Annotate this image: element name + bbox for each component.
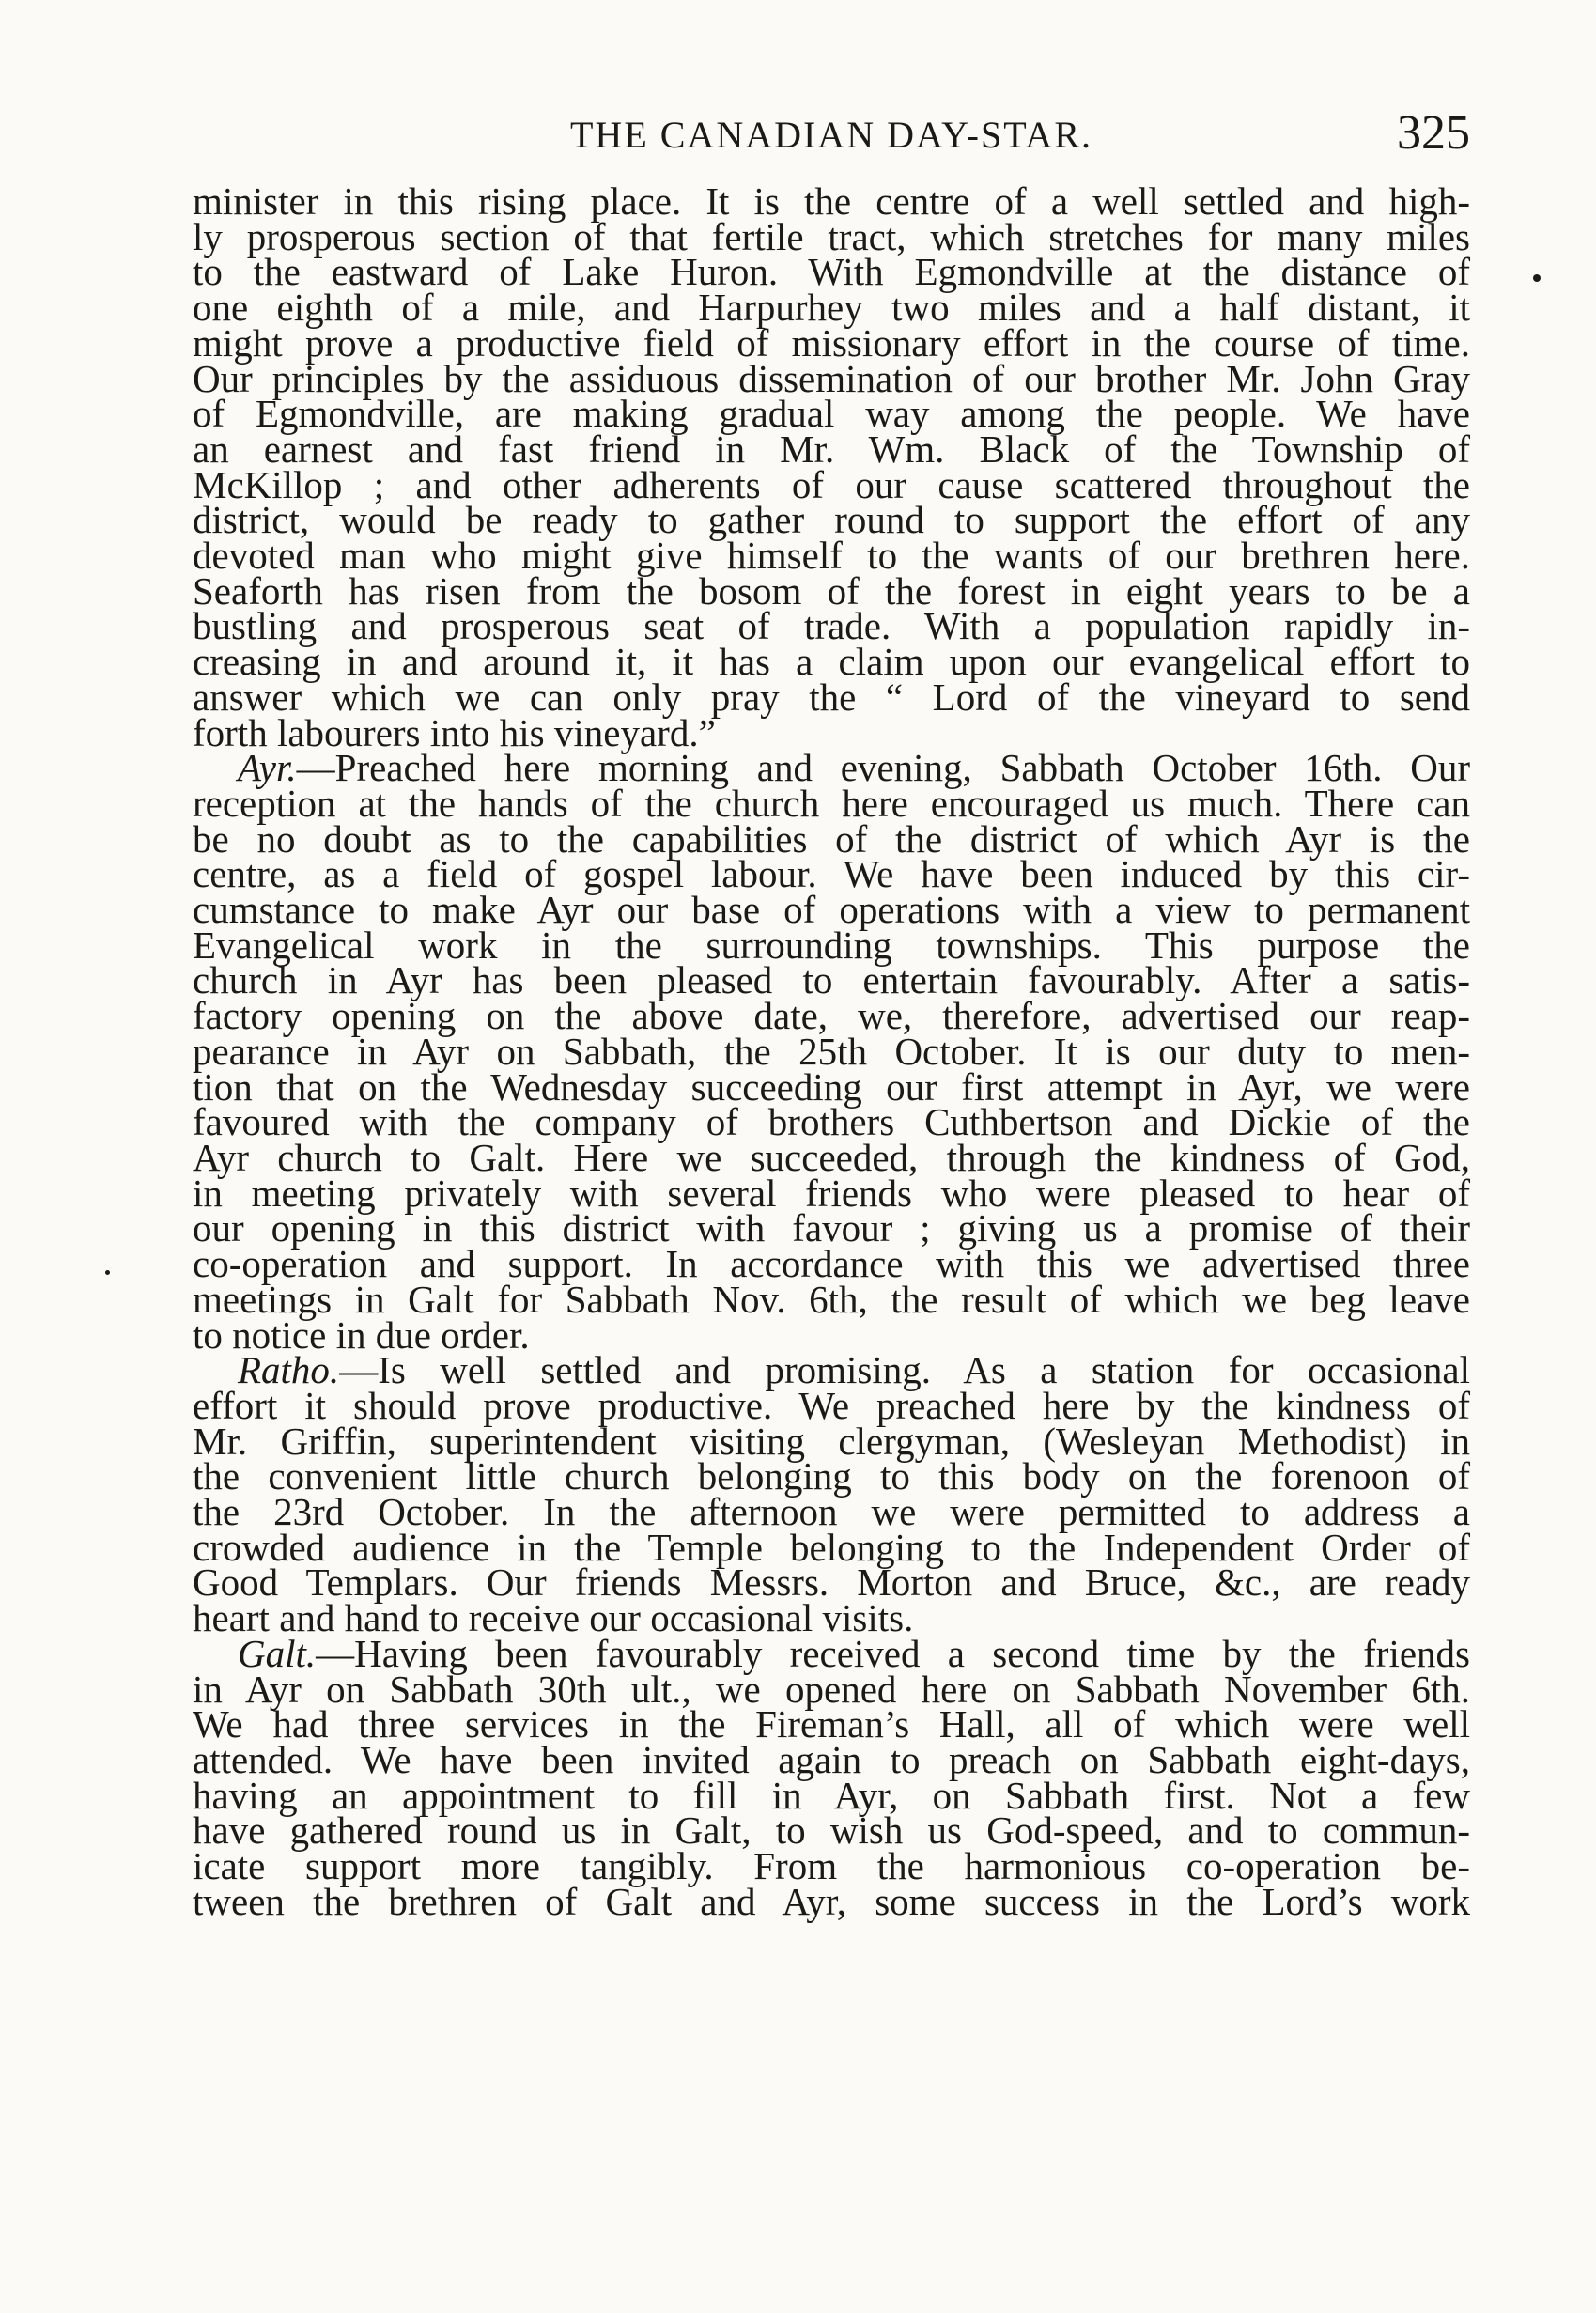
text-line: in meeting privately with several friends who were pleased to hear of [193, 1171, 1470, 1215]
text-line: might prove a productive field of missionary effort in the course of time. [193, 320, 1470, 365]
text-line: our opening in this district with favour ; giving us a promise of their [193, 1206, 1470, 1250]
text-run: —Is well settled and promising. As a station for occasional [339, 1348, 1470, 1392]
text-line: Good Templars. Our friends Messrs. Morton and Bruce, &c., are ready [193, 1560, 1470, 1605]
text-line: factory opening on the above date, we, therefore, advertised our reap- [193, 994, 1470, 1038]
text-line: having an appointment to fill in Ayr, on Sabbath first. Not a few [193, 1773, 1470, 1817]
text-line: Our principles by the assiduous dissemination of our brother Mr. John Gray [193, 356, 1470, 400]
text-line: Evangelical work in the surrounding townships. This purpose the [193, 923, 1470, 967]
text-line: attended. We have been invited again to preach on Sabbath eight-days, [193, 1737, 1470, 1781]
text-line: effort it should prove productive. We preached here by the kindness of [193, 1383, 1470, 1427]
text-line: tion that on the Wednesday succeeding our first attempt in Ayr, we were [193, 1064, 1470, 1109]
text-line: forth labourers into his vineyard.” [193, 710, 716, 754]
text-line: reception at the hands of the church here encouraged us much. There can [193, 781, 1470, 825]
text-line: Mr. Griffin, superintendent visiting clergyman, (Wesleyan Methodist) in [193, 1419, 1470, 1463]
page-number: 325 [1397, 106, 1470, 160]
paragraph-ayr [193, 746, 1470, 1357]
text-line: ly prosperous section of that fertile tract, which stretches for many miles [193, 214, 1470, 258]
text-line: favoured with the company of brothers Cuthbertson and Dickie of the [193, 1100, 1470, 1144]
text-line: heart and hand to receive our occasional visits. [193, 1596, 914, 1640]
text-line: in Ayr on Sabbath 30th ult., we opened here on Sabbath November 6th. [193, 1667, 1470, 1711]
text-run: —Having been favourably received a second time by the friends [316, 1631, 1470, 1675]
running-head [193, 105, 1470, 162]
text-line: McKillop ; and other adherents of our cause scattered throughout the [193, 462, 1470, 506]
text-line: the convenient little church belonging to this body on the forenoon of [193, 1454, 1470, 1498]
text-line: answer which we can only pray the “ Lord of the vineyard to send [193, 675, 1470, 719]
text-line: crowded audience in the Temple belonging to the Independent Order of [193, 1525, 1470, 1569]
text-line: centre, as a field of gospel labour. We have been induced by this cir- [193, 852, 1470, 896]
place-heading-galt: Galt. [238, 1631, 317, 1675]
running-title: THE CANADIAN DAY-STAR. [570, 114, 1092, 156]
text-line: the 23rd October. In the afternoon we were permitted to address a [193, 1490, 1470, 1534]
place-heading-ratho: Ratho. [238, 1348, 340, 1392]
text-line: We had three services in the Fireman’s Hall, all of which were well [193, 1702, 1470, 1746]
text-line: be no doubt as to the capabilities of the district of which Ayr is the [193, 816, 1470, 861]
text-line: tween the brethren of Galt and Ayr, some success in the Lord’s work [193, 1879, 1470, 1923]
text-line: icate support more tangibly. From the harmonious co-operation be- [193, 1844, 1470, 1888]
text-line: cumstance to make Ayr our base of operations with a view to permanent [193, 888, 1470, 932]
text-run: —Preached here morning and evening, Sabbath October 16th. Our [296, 746, 1470, 790]
text-line: have gathered round us in Galt, to wish us God-speed, and to commun- [193, 1808, 1470, 1853]
text-line [193, 1631, 1470, 1675]
text-line: church in Ayr has been pleased to entertain favourably. After a satis- [193, 958, 1470, 1002]
ink-speck [105, 1270, 110, 1275]
text-column [193, 179, 1470, 1923]
text-line: pearance in Ayr on Sabbath, the 25th October. It is our duty to men- [193, 1029, 1470, 1073]
text-line: co-operation and support. In accordance with this we advertised three [193, 1242, 1470, 1286]
place-heading-ayr: Ayr. [238, 746, 297, 790]
paragraph-galt [193, 1631, 1470, 1923]
ink-speck [1533, 274, 1541, 282]
text-line: bustling and prosperous seat of trade. With a population rapidly in- [193, 604, 1470, 648]
text-line: an earnest and fast friend in Mr. Wm. Black of the Township of [193, 427, 1470, 471]
text-line: devoted man who might give himself to the wants of our brethren here. [193, 534, 1470, 578]
paragraph-ratho [193, 1348, 1470, 1640]
text-line: Ayr church to Galt. Here we succeeded, through the kindness of God, [193, 1135, 1470, 1179]
text-line: Seaforth has risen from the bosom of the forest in eight years to be a [193, 568, 1470, 613]
text-line: minister in this rising place. It is the centre of a well settled and high- [193, 179, 1470, 223]
text-line: meetings in Galt for Sabbath Nov. 6th, the result of which we beg leave [193, 1277, 1470, 1321]
text-line: creasing in and around it, it has a claim upon our evangelical effort to [193, 640, 1470, 684]
text-line: to the eastward of Lake Huron. With Egmondville at the distance of [193, 250, 1470, 294]
text-line: district, would be ready to gather round to support the effort of any [193, 498, 1470, 542]
text-line: to notice in due order. [193, 1312, 530, 1357]
paragraph-seaforth [193, 179, 1470, 754]
text-line: one eighth of a mile, and Harpurhey two miles and a half distant, it [193, 286, 1470, 330]
text-line: of Egmondville, are making gradual way among the people. We have [193, 392, 1470, 436]
